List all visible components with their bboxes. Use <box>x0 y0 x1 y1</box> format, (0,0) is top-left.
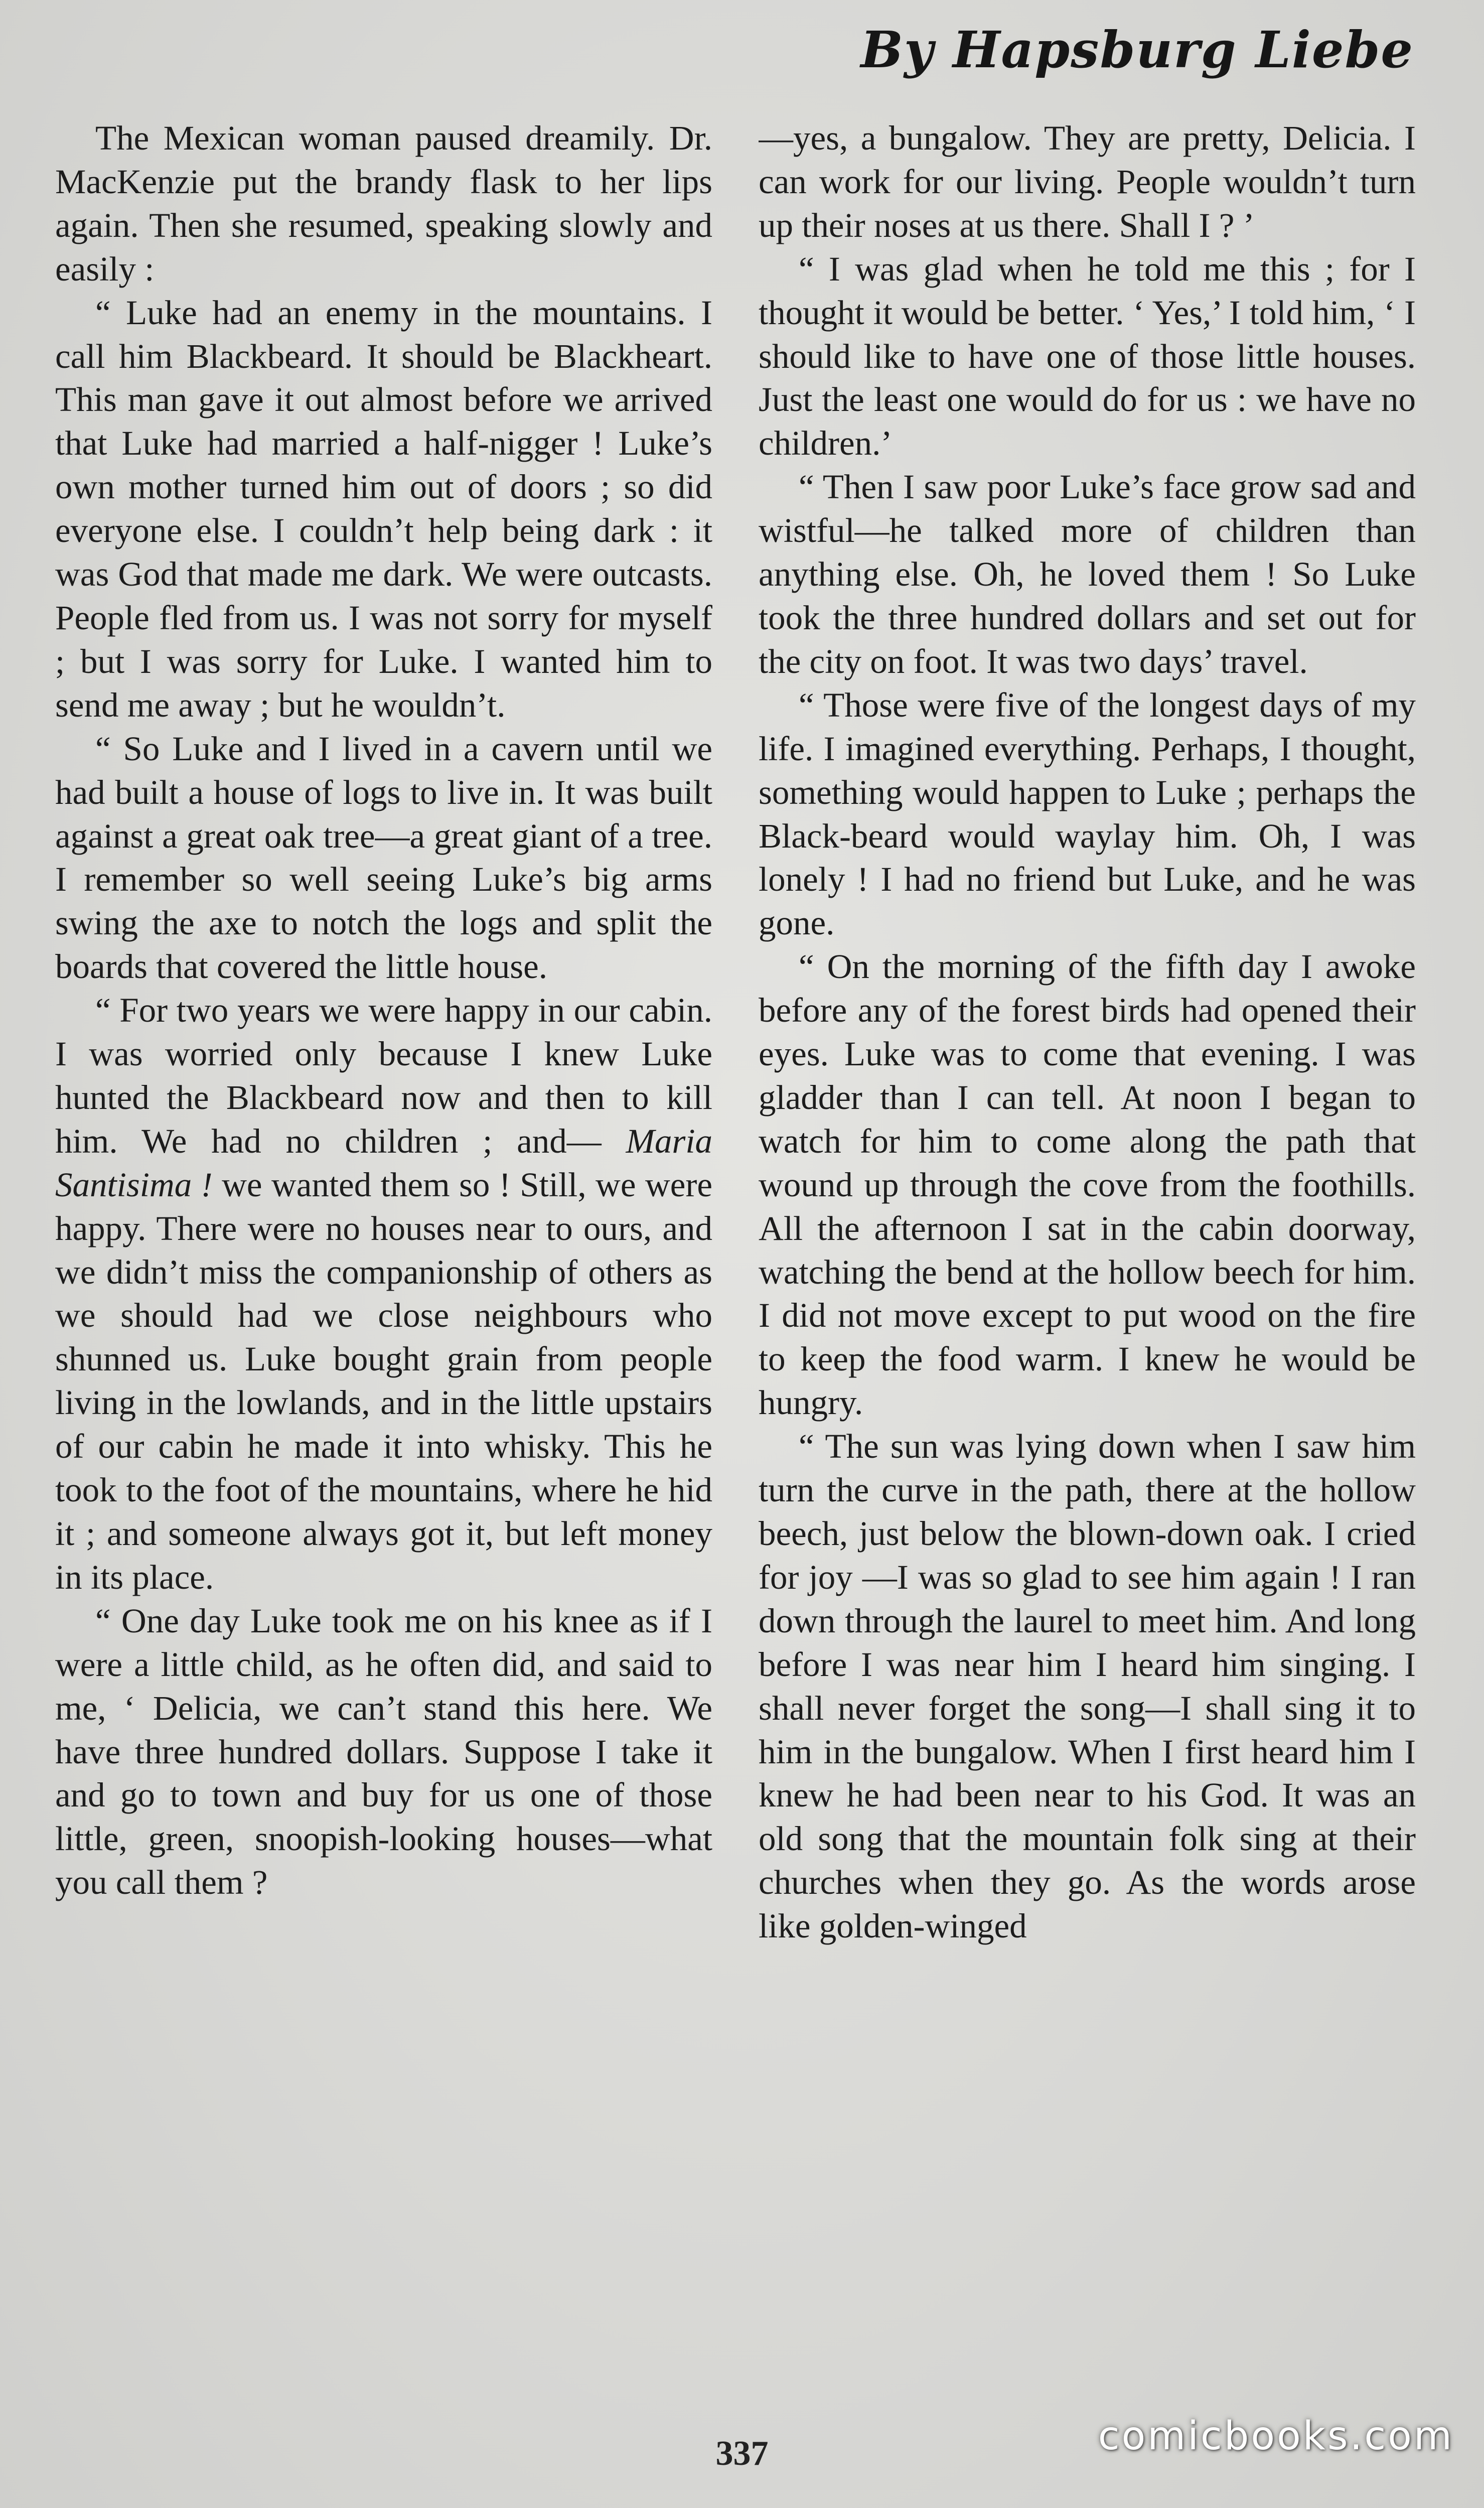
italic-phrase: Maria Santisima ! <box>55 1122 712 1204</box>
paragraph: “ Those were five of the longest days of my life. I imagined everything. Perhaps, I thought, something would happen to Luke ; perhaps the Black-beard would waylay him. Oh, I was lonely ! I had no friend but Luke, and he was gone. <box>759 685 1416 942</box>
paragraph: The Mexican woman paused dreamily. Dr. MacKenzie put the brandy flask to her lips again. Then she resumed, speaking slowly and easily : <box>55 119 712 288</box>
paragraph: “ Then I saw poor Luke’s face grow sad and wistful—he talked more of children than anything else. Oh, he loved them ! So Luke took the three hundred dollars and set out for the city on foot. It was two days’ travel. <box>759 468 1416 680</box>
text-column-left <box>55 116 712 2405</box>
paragraph: “ The sun was lying down when I saw him turn the curve in the path, there at the hollow beech, just below the blown-down oak. I cried for joy —I was so glad to see him again ! I ran down through the laurel to meet him. And long before I was near him I heard him singing. I shall never forget the song—I shall sing it to him in the bungalow. When I first heard him I knew he had been near to his God. It was an old song that the mountain folk sing at their churches when they go. As the words arose like golden-winged <box>759 1427 1416 1945</box>
paragraph: —yes, a bungalow. They are pretty, Delicia. I can work for our living. People wouldn’t turn up their noses at us there. Shall I ? ’ <box>759 119 1416 244</box>
paragraph: “ One day Luke took me on his knee as if I were a little child, as he often did, and said to me, ‘ Delicia, we can’t stand this here. We have three hundred dollars. Suppose I take it and go to town and buy for us one of those little, green, snoopish-looking houses—what you call them ? <box>55 1601 712 1902</box>
site-watermark: comicbooks.com <box>1098 2414 1454 2459</box>
paragraph: “ For two years we were happy in our cabin. I was worried only because I knew Luke hunted the Blackbeard now and then to kill him. We had no children ; and— Maria Santisima ! we wanted them so ! Still, we were happy. There were no houses near to ours, and we didn’t miss the companionship of others as we should had we close neighbours who shunned us. Luke bought grain from people living in the lowlands, and in the little upstairs of our cabin he made it into whisky. This he took to the foot of the mountains, where he hid it ; and someone always got it, but left money in its place. <box>55 991 712 1596</box>
paragraph: “ So Luke and I lived in a cavern until we had built a house of logs to live in. It was built against a great oak tree—a great giant of a tree. I remember so well seeing Luke’s big arms swing the axe to notch the logs and split the boards that covered the little house. <box>55 729 712 986</box>
author-byline: By Hapsburg Liebe <box>860 20 1414 79</box>
paragraph: “ Luke had an enemy in the mountains. I call him Blackbeard. It should be Blackheart. This man gave it out almost before we arrived that Luke had married a half-nigger ! Luke’s own mother turned him out of doors ; so did everyone else. I couldn’t help being dark : it was God that made me dark. We were outcasts. People fled from us. I was not sorry for myself ; but I was sorry for Luke. I wanted him to send me away ; but he wouldn’t. <box>55 293 712 724</box>
text-column-right <box>759 116 1416 2405</box>
paragraph: “ On the morning of the fifth day I awoke before any of the forest birds had opened their eyes. Luke was to come that evening. I was gladder than I can tell. At noon I began to watch for him to come along the path that wound up through the cove from the foothills. All the afternoon I sat in the cabin doorway, watching the bend at the hollow beech for him. I did not move except to put wood on the fire to keep the food warm. I knew he would be hungry. <box>759 947 1416 1422</box>
page-number: 337 <box>715 2434 769 2473</box>
paragraph: “ I was glad when he told me this ; for I thought it would be better. ‘ Yes,’ I told him, ‘ I should like to have one of those little houses. Just the least one would do for us : we have no children.’ <box>759 249 1416 463</box>
